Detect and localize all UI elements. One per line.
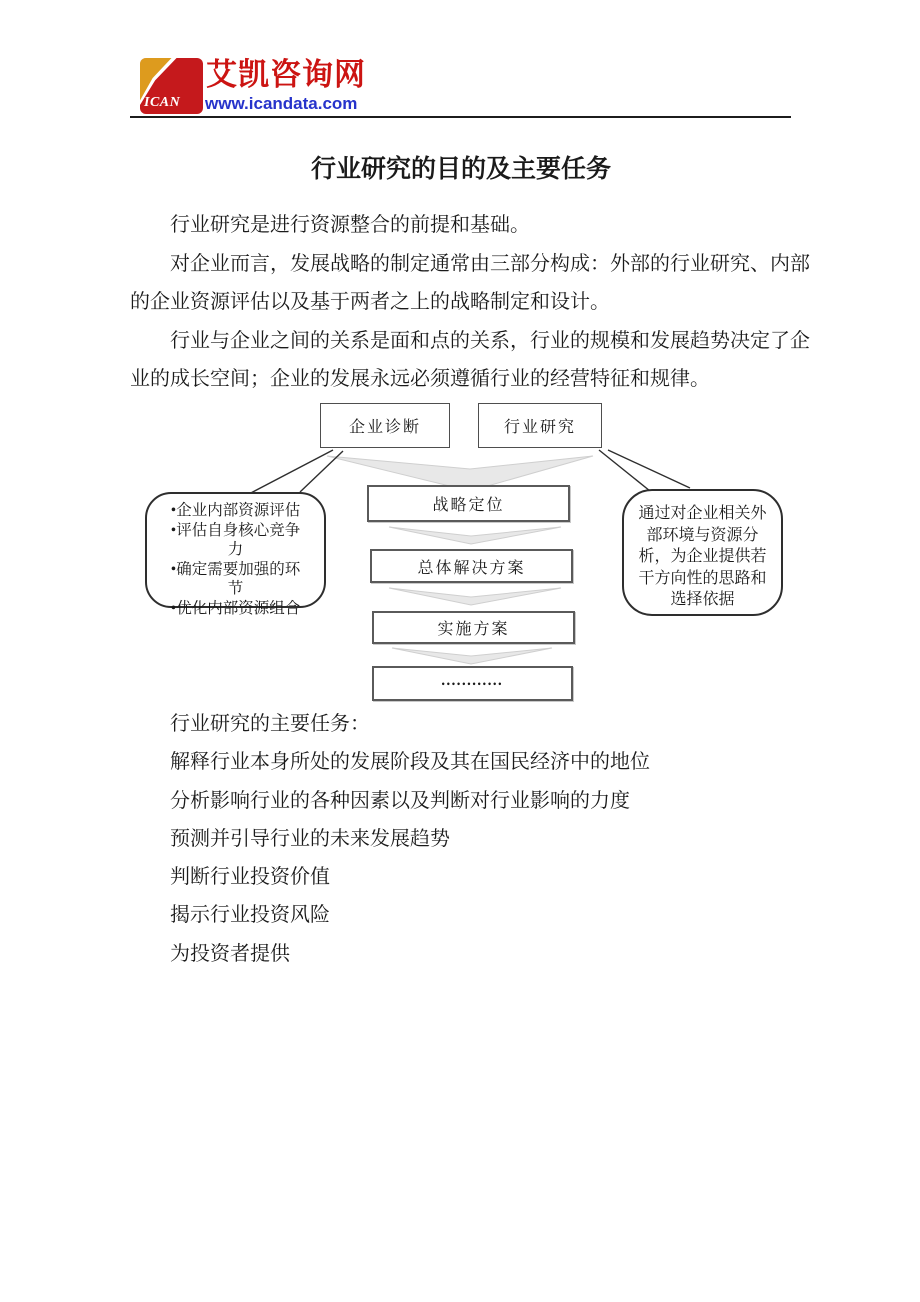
brand-url: www.icandata.com [205,94,358,113]
body-line: 行业与企业之间的关系是面和点的关系，行业的规模和发展趋势决定了企 [170,329,810,352]
page-title: 行业研究的目的及主要任务 [310,156,611,183]
task-line: 为投资者提供 [170,942,290,965]
callout-line: 通过对企业相关外 [638,505,767,522]
box-ellipsis: •••••••••••• [372,666,573,701]
box-overall-solution: 总体解决方案 [370,549,573,583]
callout-line: 节 [227,580,244,597]
body-line: 的企业资源评估以及基于两者之上的战略制定和设计。 [130,291,610,313]
task-line: 预测并引导行业的未来发展趋势 [170,827,450,850]
body-line: 行业研究是进行资源整合的前提和基础。 [170,214,530,236]
right-callout-tail-line [599,450,650,491]
right-callout-bubble [622,489,783,616]
right-callout-tail-line [608,450,690,488]
down-chevron-icon [389,527,561,544]
task-line: 行业研究的主要任务： [170,713,370,735]
body-line: 业的成长空间；企业的发展永远必须遵循行业的经营特征和规律。 [130,368,710,390]
tasks-list [130,705,810,973]
callout-line: •评估自身核心竞争 [170,521,301,539]
task-line: 分析影响行业的各种因素以及判断对行业影响的力度 [170,789,630,812]
callout-line: 力 [227,541,244,558]
callout-line: 部环境与资源分 [646,526,759,544]
callout-line: 选择依据 [670,591,735,608]
box-industry-research: 行业研究 [478,403,602,448]
body-line: 对企业而言，发展战略的制定通常由三部分构成：外部的行业研究、内部 [170,252,810,275]
callout-line: •优化内部资源组合 [170,599,301,617]
task-line: 解释行业本身所处的发展阶段及其在国民经济中的地位 [170,751,650,774]
box-enterprise-diagnosis: 企业诊断 [320,403,450,448]
logo-ican-text: ICAN [144,95,181,110]
task-line: 判断行业投资价值 [170,866,330,889]
left-callout-tail-line [300,451,343,492]
task-line: 揭示行业投资风险 [170,904,330,927]
callout-line: 干方向性的思路和 [638,569,767,587]
brand-name: 艾凯咨询网 [206,57,366,92]
down-chevron-icon [389,588,561,605]
box-strategy-position: 战略定位 [367,485,570,522]
left-callout-bubble [145,492,326,617]
down-chevron-icon [392,648,552,664]
callout-line: •企业内部资源评估 [170,502,301,519]
box-implementation: 实施方案 [372,611,575,644]
callout-line: •确定需要加强的环 [170,560,301,578]
callout-line: 析，为企业提供若 [638,548,767,565]
